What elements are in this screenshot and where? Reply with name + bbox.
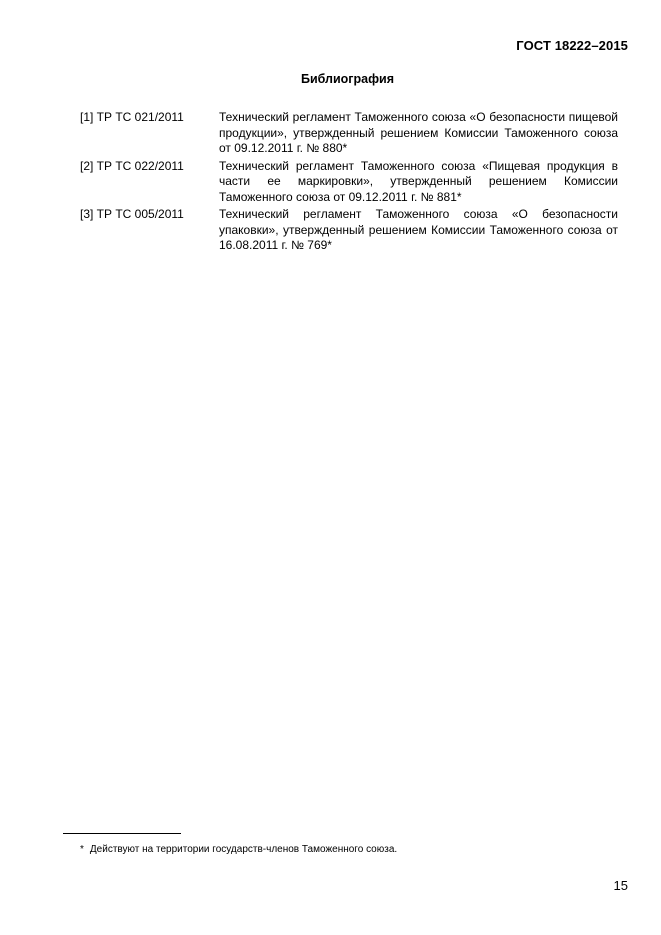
section-title: Библиография bbox=[300, 72, 395, 86]
bibliography-text: Технический регламент Таможенного союза «Пищевая продукция в части ее маркировки», утвержденный решением Комиссии Таможенного союза от 09.12.2011 г. № 881* bbox=[219, 158, 618, 204]
page-number: 15 bbox=[613, 878, 628, 893]
footnote-text: Действуют на территории государств-членов Таможенного союза. bbox=[89, 844, 398, 855]
bibliography-entry bbox=[80, 207, 618, 254]
bibliography-ref: [1] ТР ТС 021/2011 bbox=[80, 110, 184, 124]
bibliography-text: Технический регламент Таможенного союза «О безопасности пищевой продукции», утвержденный решением Комиссии Таможенного союза от 09.12.2011 г. № 880* bbox=[219, 110, 618, 155]
document-code-header: ГОСТ 18222–2015 bbox=[516, 38, 628, 53]
bibliography-ref: [3] ТР ТС 005/2011 bbox=[80, 207, 184, 221]
bibliography-list bbox=[80, 110, 618, 256]
bibliography-ref: [2] ТР ТС 022/2011 bbox=[80, 158, 184, 173]
footnote bbox=[80, 843, 397, 856]
bibliography-entry bbox=[80, 159, 618, 206]
footnote-divider bbox=[63, 833, 181, 834]
bibliography-entry bbox=[80, 110, 618, 157]
bibliography-text: Технический регламент Таможенного союза «О безопасности упаковки», утвержденный решением Комиссии Таможенного союза от 16.08.2011 г. № 769* bbox=[219, 207, 618, 252]
footnote-mark: * bbox=[80, 844, 84, 855]
